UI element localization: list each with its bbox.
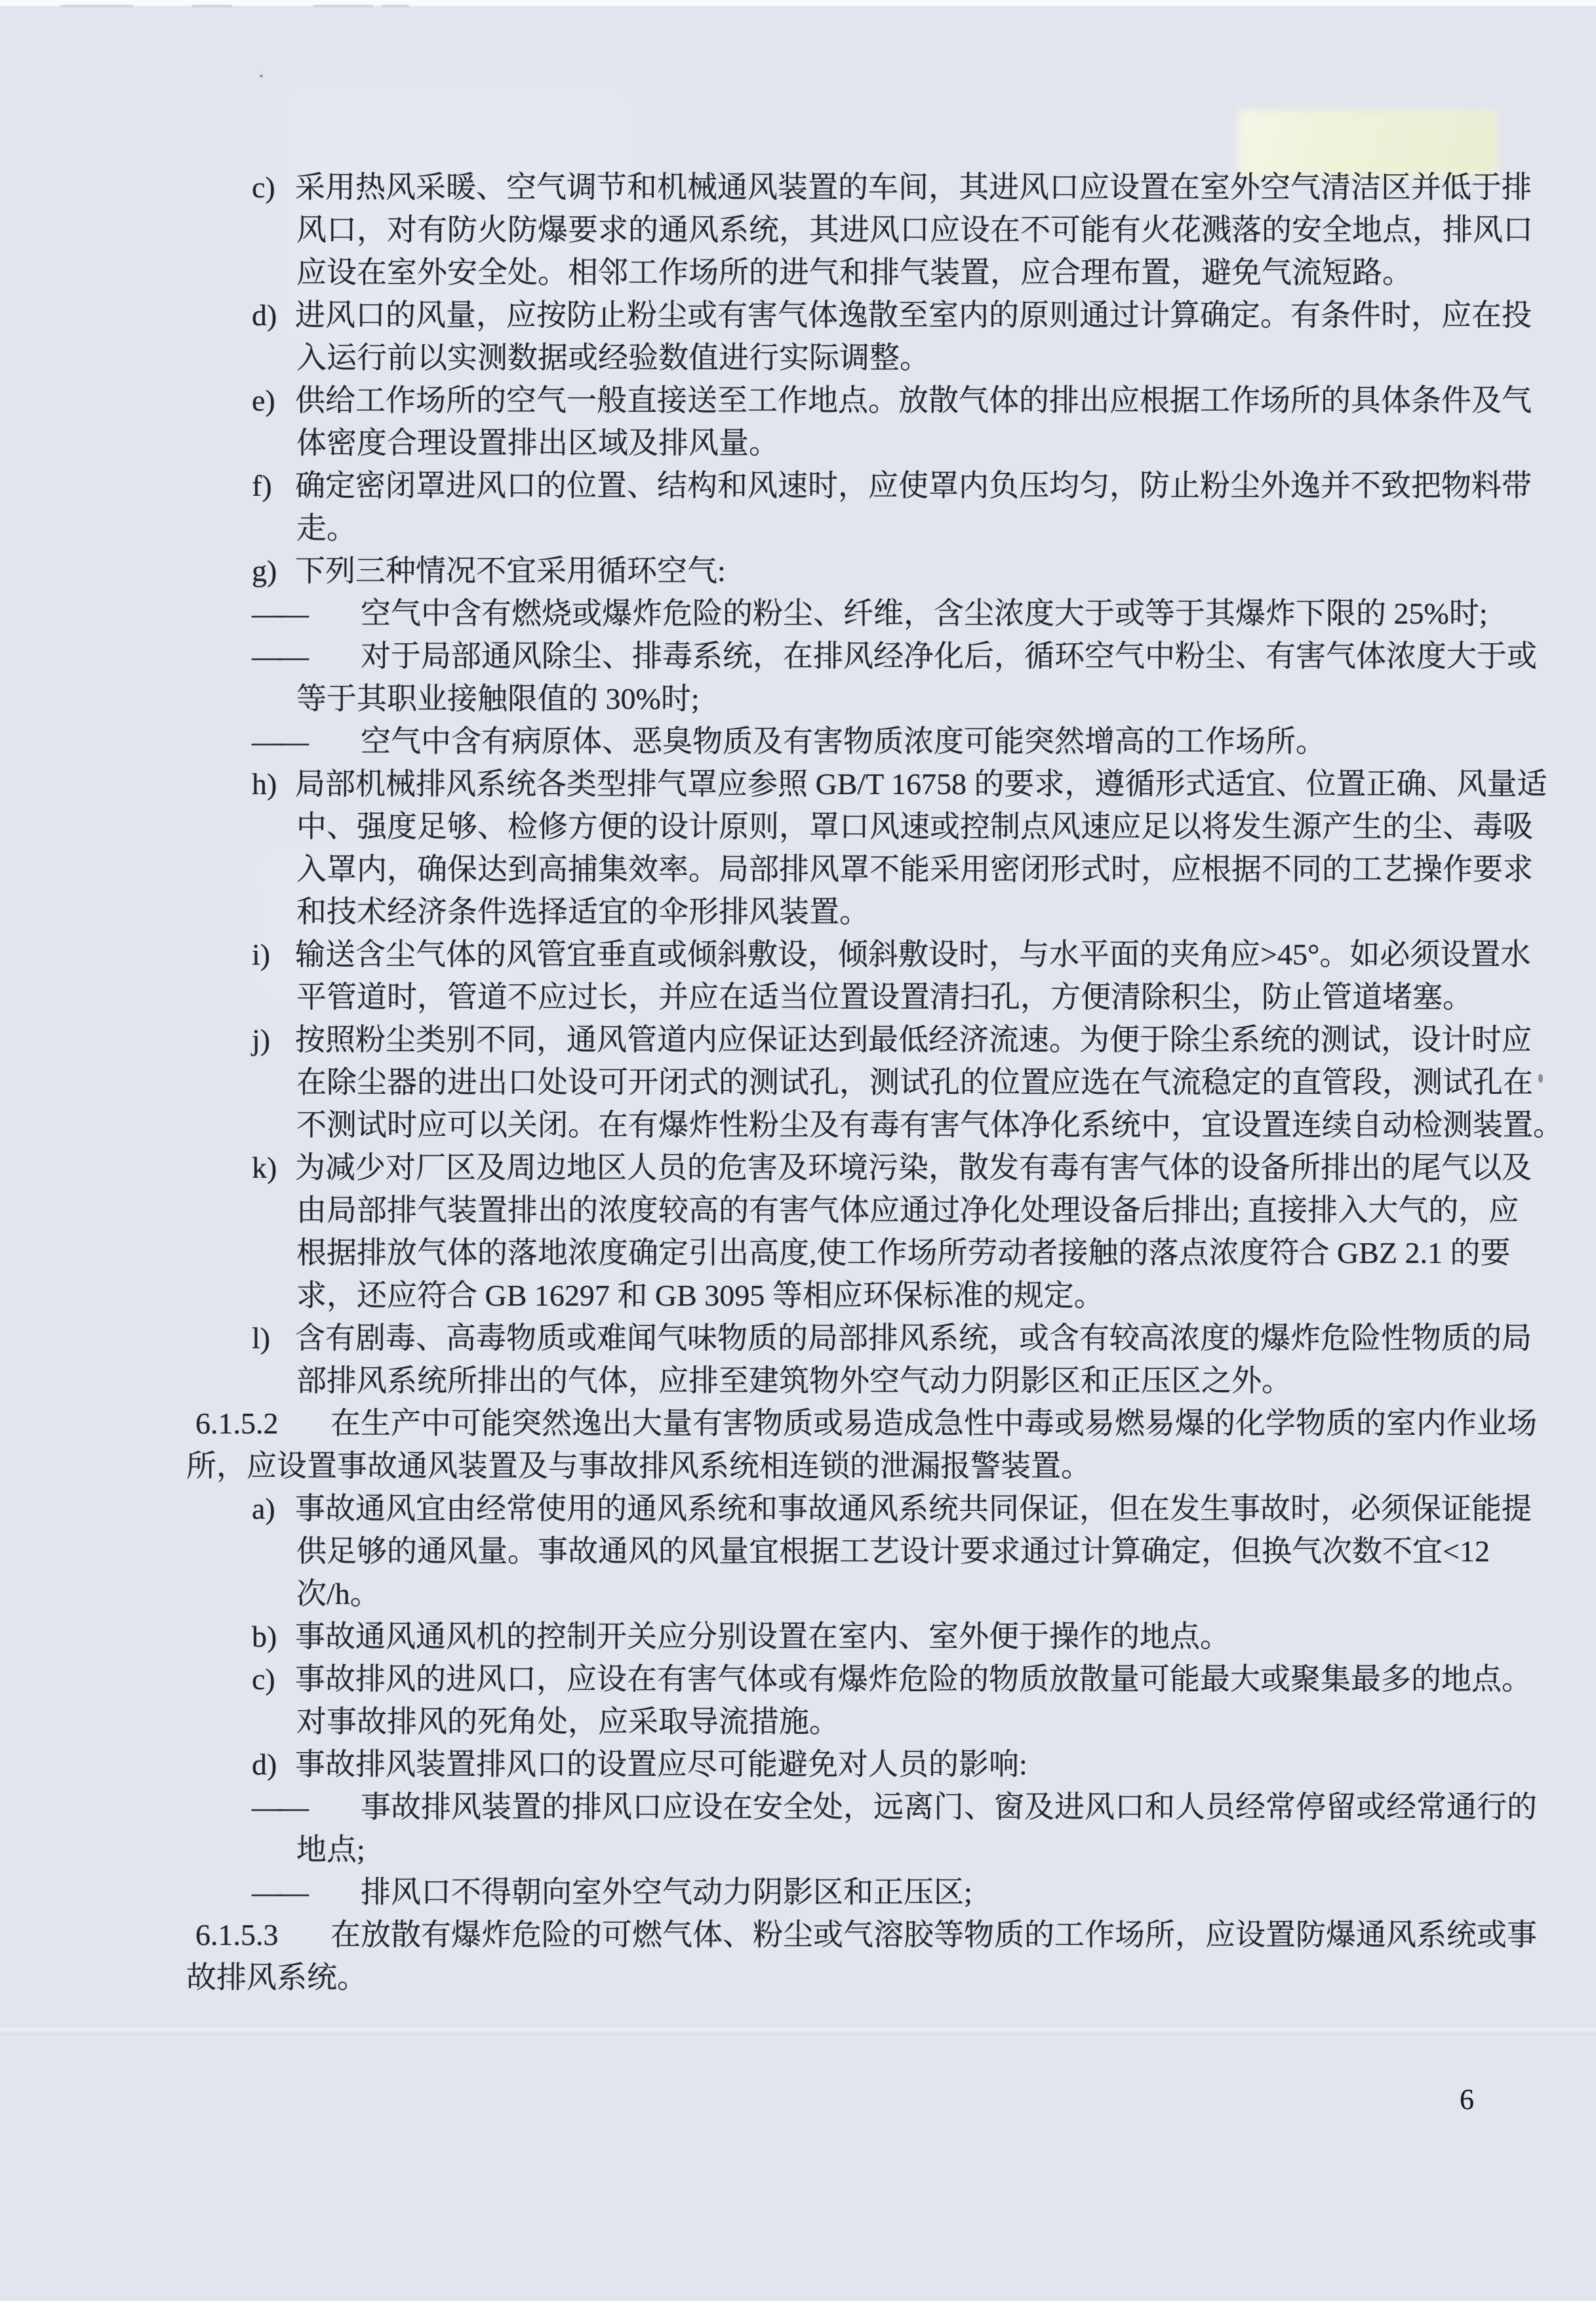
line-text: 输送含尘气体的风管宜垂直或倾斜敷设，倾斜敷设时，与水平面的夹角应>45°。如必须设置水 [295, 938, 1531, 971]
line-text: 所，应设置事故通风装置及与事故排风系统相连锁的泄漏报警装置。 [186, 1449, 1091, 1483]
line-text: 地点; [296, 1833, 365, 1866]
line-text: 走。 [296, 511, 357, 545]
page-number: 6 [1460, 2083, 1474, 2115]
item-label: f) [252, 469, 272, 502]
line-text: 在生产中可能突然逸出大量有害物质或易造成急性中毒或易燃易爆的化学物质的室内作业场 [330, 1407, 1537, 1440]
text-line [0, 251, 1596, 294]
text-line [0, 635, 1596, 677]
text-line [0, 720, 1596, 763]
item-label: e) [252, 384, 275, 417]
dash-bullet: —— [252, 597, 306, 630]
scan-edge-dash [382, 5, 409, 7]
line-text: 空气中含有病原体、恶臭物质及有害物质浓度可能突然增高的工作场所。 [361, 725, 1326, 758]
text-line [0, 848, 1596, 890]
item-label: b) [252, 1620, 277, 1653]
line-text: 次/h。 [296, 1577, 380, 1611]
line-text: 对事故排风的死角处，应采取导流措施。 [296, 1705, 839, 1738]
text-line [0, 379, 1596, 422]
text-line [0, 1146, 1596, 1189]
doc-body [0, 166, 1596, 1999]
dash-bullet: —— [252, 1790, 306, 1824]
text-line [0, 763, 1596, 805]
scan-streak [0, 2028, 1596, 2035]
text-line [0, 1061, 1596, 1104]
item-label: l) [252, 1321, 271, 1355]
scan-edge-dash [191, 5, 232, 7]
scan-edge-dash [313, 5, 374, 7]
line-text: 事故通风宜由经常使用的通风系统和事故通风系统共同保证，但在发生事故时，必须保证能提 [295, 1492, 1532, 1525]
text-line [0, 1700, 1596, 1743]
line-text: 体密度合理设置排出区域及排风量。 [296, 426, 779, 460]
text-line [0, 933, 1596, 976]
line-text: 按照粉尘类别不同，通风管道内应保证达到最低经济流速。为便于除尘系统的测试，设计时应 [295, 1023, 1532, 1056]
line-text: 部排风系统所排出的气体，应排至建筑物外空气动力阴影区和正压区之外。 [296, 1364, 1292, 1397]
scan-speck [260, 75, 263, 77]
line-text: 故排风系统。 [186, 1961, 367, 1994]
text-line [0, 294, 1596, 336]
item-label: i) [252, 938, 271, 971]
text-line [0, 592, 1596, 635]
line-text: 根据排放气体的落地浓度确定引出高度,使工作场所劳动者接触的落点浓度符合 GBZ 2.1 的要 [296, 1236, 1511, 1270]
line-text: 供足够的通风量。事故通风的风量宜根据工艺设计要求通过计算确定，但换气次数不宜<12 [296, 1534, 1490, 1568]
scan-edge-top [0, 0, 1596, 6]
line-text: 事故排风装置排风口的设置应尽可能避免对人员的影响: [295, 1748, 1027, 1781]
text-line [0, 1018, 1596, 1061]
line-text: 中、强度足够、检修方便的设计原则，罩口风速或控制点风速应足以将发生源产生的尘、毒吸 [296, 810, 1533, 843]
line-text: 局部机械排风系统各类型排气罩应参照 GB/T 16758 的要求，遵循形式适宜、位置正确、风量适 [295, 767, 1547, 801]
text-line [0, 209, 1596, 251]
line-text: 含有剧毒、高毒物质或难闻气味物质的局部排风系统，或含有较高浓度的爆炸危险性物质的局 [295, 1321, 1532, 1355]
text-line [0, 1913, 1596, 1956]
item-label: c) [252, 170, 275, 204]
text-line [0, 1615, 1596, 1658]
line-text: 下列三种情况不宜采用循环空气: [295, 554, 726, 588]
item-label: k) [252, 1151, 277, 1184]
item-label: h) [252, 767, 277, 801]
text-line [0, 166, 1596, 209]
text-line [0, 890, 1596, 933]
text-line [0, 507, 1596, 550]
text-line [0, 1274, 1596, 1317]
line-text: 由局部排气装置排出的浓度较高的有害气体应通过净化处理设备后排出; 直接排入大气的，应 [296, 1193, 1519, 1227]
item-label: c) [252, 1662, 275, 1696]
line-text: 供给工作场所的空气一般直接送至工作地点。放散气体的排出应根据工作场所的具体条件及气 [295, 384, 1532, 417]
text-line [0, 1487, 1596, 1530]
line-text: 入运行前以实测数据或经验数值进行实际调整。 [296, 341, 930, 374]
dash-bullet: —— [252, 1875, 306, 1909]
line-text: 事故排风的进风口，应设在有害气体或有爆炸危险的物质放散量可能最大或聚集最多的地点。 [295, 1662, 1532, 1696]
text-line [0, 1871, 1596, 1913]
line-text: 不测试时应可以关闭。在有爆炸性粉尘及有毒有害气体净化系统中，宜设置连续自动检测装置。 [296, 1108, 1563, 1142]
item-label: d) [252, 1748, 277, 1781]
section-number: 6.1.5.2 [195, 1407, 279, 1440]
text-line [0, 1572, 1596, 1615]
text-line [0, 805, 1596, 848]
text-line [0, 1530, 1596, 1572]
text-line [0, 1743, 1596, 1786]
text-line [0, 1402, 1596, 1445]
text-line [0, 1104, 1596, 1146]
text-line [0, 1231, 1596, 1274]
line-text: 对于局部通风除尘、排毒系统，在排风经净化后，循环空气中粉尘、有害气体浓度大于或 [361, 639, 1537, 673]
text-line [0, 1828, 1596, 1871]
scan-edge-dash [60, 5, 134, 7]
line-text: 确定密闭罩进风口的位置、结构和风速时，应使罩内负压均匀，防止粉尘外逸并不致把物料带 [295, 469, 1532, 502]
text-line [0, 1786, 1596, 1828]
line-text: 采用热风采暖、空气调节和机械通风装置的车间，其进风口应设置在室外空气清洁区并低于排 [295, 170, 1532, 204]
line-text: 入罩内，确保达到高捕集效率。局部排风罩不能采用密闭形式时，应根据不同的工艺操作要求 [296, 852, 1533, 886]
line-text: 事故通风通风机的控制开关应分别设置在室内、室外便于操作的地点。 [295, 1620, 1230, 1653]
text-line [0, 1445, 1596, 1487]
item-label: d) [252, 298, 277, 332]
line-text: 进风口的风量，应按防止粉尘或有害气体逸散至室内的原则通过计算确定。有条件时，应在投 [295, 298, 1532, 332]
item-label: j) [252, 1023, 271, 1056]
line-text: 求，还应符合 GB 16297 和 GB 3095 等相应环保标准的规定。 [296, 1279, 1104, 1312]
line-text: 和技术经济条件选择适宜的伞形排风装置。 [296, 895, 869, 929]
line-text: 应设在室外安全处。相邻工作场所的进气和排气装置，应合理布置，避免气流短路。 [296, 256, 1412, 289]
section-number: 6.1.5.3 [195, 1918, 279, 1951]
text-line [0, 422, 1596, 464]
line-text: 平管道时，管道不应过长，并应在适当位置设置清扫孔，方便清除积尘，防止管道堵塞。 [296, 980, 1473, 1014]
dash-bullet: —— [252, 725, 306, 758]
text-line [0, 1189, 1596, 1231]
line-text: 在放散有爆炸危险的可燃气体、粉尘或气溶胶等物质的工作场所，应设置防爆通风系统或事 [330, 1918, 1537, 1951]
text-line [0, 550, 1596, 592]
line-text: 空气中含有燃烧或爆炸危险的粉尘、纤维，含尘浓度大于或等于其爆炸下限的 25%时; [361, 597, 1488, 630]
text-line [0, 464, 1596, 507]
dash-bullet: —— [252, 639, 306, 673]
line-text: 风口，对有防火防爆要求的通风系统，其进风口应设在不可能有火花溅落的安全地点，排风口 [296, 213, 1533, 247]
item-label: a) [252, 1492, 275, 1525]
line-text: 为减少对厂区及周边地区人员的危害及环境污染，散发有毒有害气体的设备所排出的尾气以及 [295, 1151, 1532, 1184]
line-text: 排风口不得朝向室外空气动力阴影区和正压区; [361, 1875, 972, 1909]
text-line [0, 1658, 1596, 1700]
line-text: 事故排风装置的排风口应设在安全处，远离门、窗及进风口和人员经常停留或经常通行的 [361, 1790, 1537, 1824]
text-line [0, 1317, 1596, 1359]
text-line [0, 1956, 1596, 1999]
text-line [0, 336, 1596, 379]
item-label: g) [252, 554, 277, 588]
text-line [0, 1359, 1596, 1402]
line-text: 等于其职业接触限值的 30%时; [296, 682, 700, 715]
text-line [0, 677, 1596, 720]
text-line [0, 976, 1596, 1018]
line-text: 在除尘器的进出口处设可开闭式的测试孔，测试孔的位置应选在气流稳定的直管段，测试孔在 [296, 1066, 1533, 1099]
